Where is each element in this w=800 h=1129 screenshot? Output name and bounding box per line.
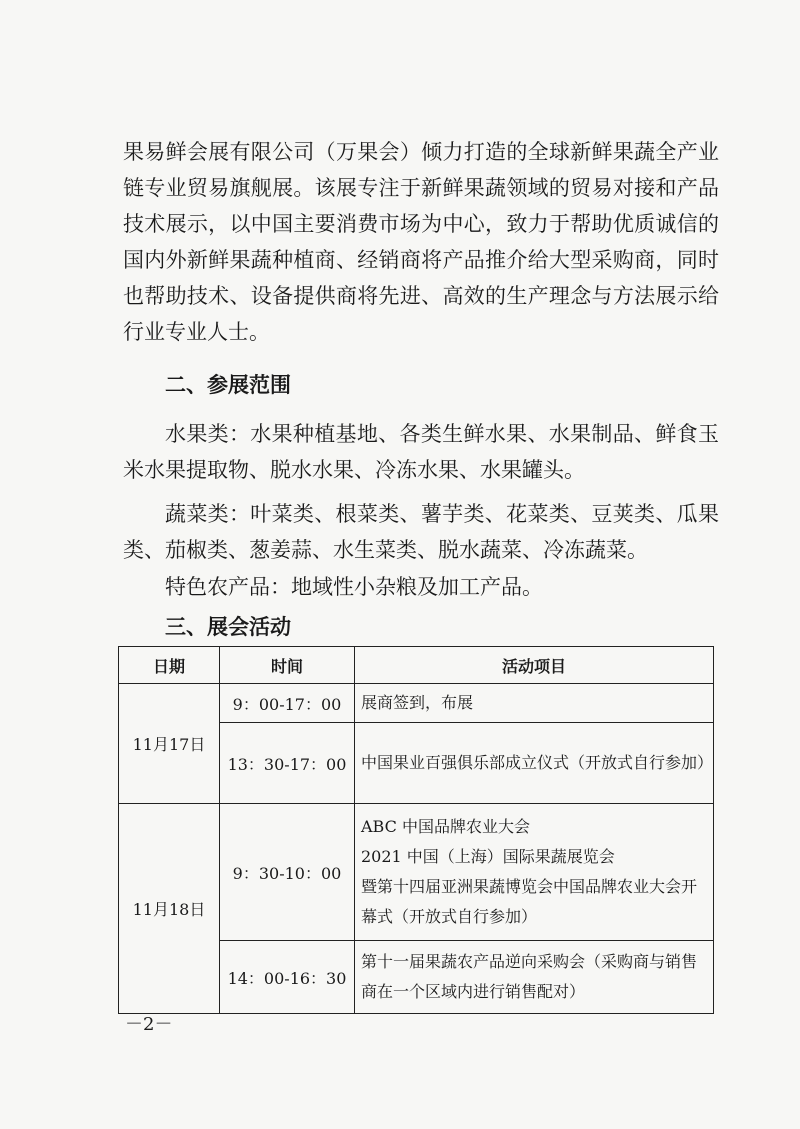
time-cell: 14：00-16：30	[220, 941, 355, 1014]
table-header-row	[119, 647, 714, 684]
page-number: －2－	[125, 1014, 173, 1035]
activity-line: 2021 中国（上海）国际果蔬展览会	[361, 847, 615, 866]
activity-cell: 第十一届果蔬农产品逆向采购会（采购商与销售商在一个区域内进行销售配对）	[355, 941, 714, 1014]
activity-line: 暨第十四届亚洲果蔬博览会中国品牌农业大会开幕式（开放式自行参加）	[361, 877, 698, 926]
header-time: 时间	[220, 647, 355, 684]
header-date: 日期	[119, 647, 220, 684]
vegetable-category	[123, 496, 719, 568]
date-cell: 11月18日	[119, 804, 220, 1014]
specialty-category-text: 特色农产品：地域性小杂粮及加工产品。	[165, 575, 543, 599]
time-cell: 9：00-17：00	[220, 684, 355, 723]
header-activity: 活动项目	[355, 647, 714, 684]
activity-line: ABC 中国品牌农业大会	[361, 817, 530, 836]
fruit-category	[123, 416, 719, 488]
time-cell: 13：30-17：00	[220, 723, 355, 804]
activity-cell: 中国果业百强俱乐部成立仪式（开放式自行参加）	[355, 723, 714, 804]
vegetable-category-text: 蔬菜类：叶菜类、根菜类、薯芋类、花菜类、豆荚类、瓜果类、茄椒类、葱姜蒜、水生菜类、脱水蔬菜、冷冻蔬菜。	[123, 502, 719, 562]
table-row	[119, 804, 714, 941]
intro-paragraph: 果易鲜会展有限公司（万果会）倾力打造的全球新鲜果蔬全产业链专业贸易旗舰展。该展专注于新鲜果蔬领域的贸易对接和产品技术展示，以中国主要消费市场为中心，致力于帮助优质诚信的国内外新鲜果蔬种植商、经销商将产品推介给大型采购商，同时也帮助技术、设备提供商将先进、高效的生产理念与方法展示给行业专业人士。	[123, 140, 719, 344]
fruit-category-text: 水果类：水果种植基地、各类生鲜水果、水果制品、鲜食玉米水果提取物、脱水水果、冷冻水果、水果罐头。	[123, 422, 719, 482]
table-row	[119, 684, 714, 723]
section-2-heading: 二、参展范围	[165, 373, 291, 397]
activity-table	[118, 646, 714, 1014]
section-3-heading: 三、展会活动	[165, 615, 291, 639]
specialty-category	[123, 569, 719, 605]
time-cell: 9：30-10：00	[220, 804, 355, 941]
date-cell: 11月17日	[119, 684, 220, 804]
activity-cell	[355, 804, 714, 941]
activity-cell: 展商签到，布展	[355, 684, 714, 723]
